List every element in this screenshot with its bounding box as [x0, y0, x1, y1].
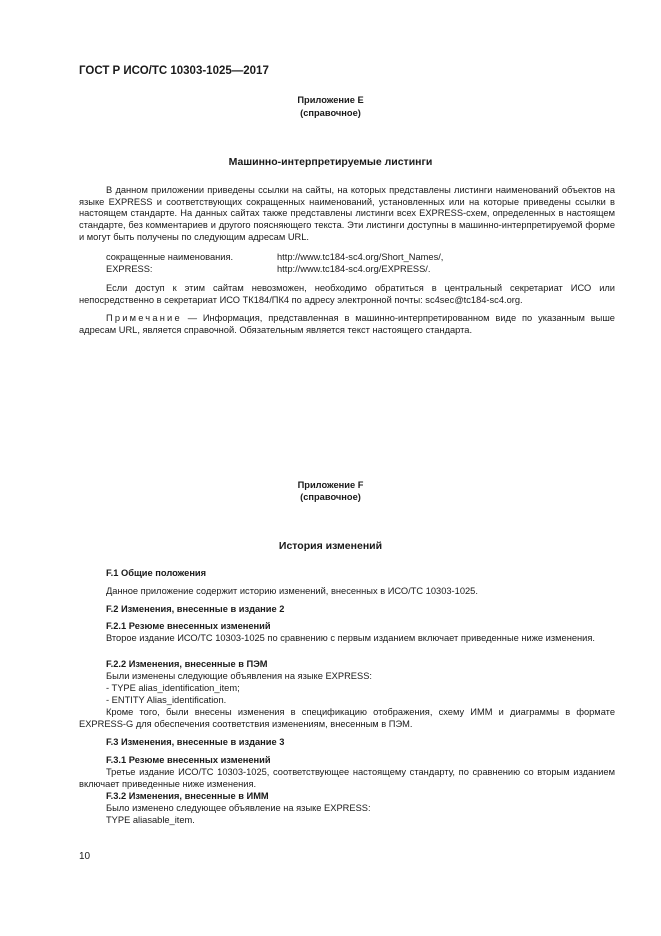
section-f1-text: Данное приложение содержит историю изменений, внесенных в ИСО/ТС 10303-1025.: [106, 586, 478, 596]
annex-f-subtitle: (справочное): [300, 492, 361, 502]
annex-f-heading: История изменений: [278, 540, 383, 552]
annex-e-note: [79, 313, 615, 336]
section-f31-heading: F.3.1 Резюме внесенных изменений: [106, 755, 271, 765]
annex-e-paragraph-2: Если доступ к этим сайтам невозможен, необходимо обратиться в центральный секретариат ИСО или непосредственно в секретариат ИСО ТК184/ПК4 по адресу электронной почты: sc4sec@tc184-sc4.org.: [79, 283, 615, 305]
annex-e-subtitle: (справочное): [300, 108, 361, 118]
annex-e-paragraph-1: В данном приложении приведены ссылки на сайты, на которых представлены листинги наименований объектов на языке EXPRESS и соответствующих сокращенных наименований, установленных или на которые приведены ссылки в настоящем стандарте. На данных сайтах также представлены листинги всех EXPRESS-схем, определенных в настоящем стандарте, без комментариев и другого поясняющего текста. Эти листинги доступны в машинно-интерпретируемой форме и могут быть получены по следующим адресам URL.: [79, 185, 615, 242]
annex-e-heading: Машинно-интерпретируемые листинги: [228, 156, 433, 168]
section-f31-text: Третье издание ИСО/ТС 10303-1025, соответствующее настоящему стандарту, по сравнению со вторым изданием включает приведенные ниже изменения.: [79, 767, 615, 789]
note-text: — Информация, представленная в машинно-интерпретированном виде по указанным выше адресам URL, является справочной. Обязательным является текст настоящего стандарта.: [79, 313, 615, 335]
standard-code-header: ГОСТ Р ИСО/ТС 10303-1025—2017: [79, 65, 269, 77]
section-f2-heading: F.2 Изменения, внесенные в издание 2: [106, 604, 285, 614]
section-f32-intro: Было изменено следующее объявление на языке EXPRESS:: [106, 803, 371, 813]
reference-row: [106, 252, 615, 264]
section-f32-heading: F.3.2 Изменения, внесенные в ИММ: [106, 791, 269, 801]
section-f22-intro: Были изменены следующие объявления на языке EXPRESS:: [106, 671, 372, 681]
reference-url[interactable]: http://www.tc184-sc4.org/Short_Names/,: [277, 252, 444, 262]
section-f1-heading: F.1 Общие положения: [106, 568, 207, 578]
section-f22-text: Кроме того, были внесены изменения в спецификацию отображения, схему ИММ и диаграммы в формате EXPRESS-G для обеспечения соответствия изменениям, внесенным в ПЭМ.: [79, 707, 615, 729]
reference-label: сокращенные наименования.: [106, 252, 234, 262]
section-f21-heading: F.2.1 Резюме внесенных изменений: [106, 621, 271, 631]
annex-f-title: Приложение F: [297, 480, 364, 490]
section-f22-heading: F.2.2 Изменения, внесенные в ПЭМ: [106, 659, 268, 669]
section-f22-item: - TYPE alias_identification_item;: [106, 683, 240, 693]
annex-e-title: Приложение E: [297, 95, 364, 105]
page-number: 10: [79, 851, 91, 862]
section-f21-text: Второе издание ИСО/ТС 10303-1025 по сравнению с первым изданием включает приведенные ниже изменения.: [106, 633, 595, 643]
section-f32-item: TYPE aliasable_item.: [106, 815, 195, 825]
section-f22-item: - ENTITY Alias_identification.: [106, 695, 227, 705]
reference-label: EXPRESS:: [106, 264, 153, 274]
note-label: Примечание: [106, 313, 182, 323]
section-f3-heading: F.3 Изменения, внесенные в издание 3: [106, 737, 285, 747]
reference-row: [106, 264, 615, 276]
reference-url[interactable]: http://www.tc184-sc4.org/EXPRESS/.: [277, 264, 431, 274]
